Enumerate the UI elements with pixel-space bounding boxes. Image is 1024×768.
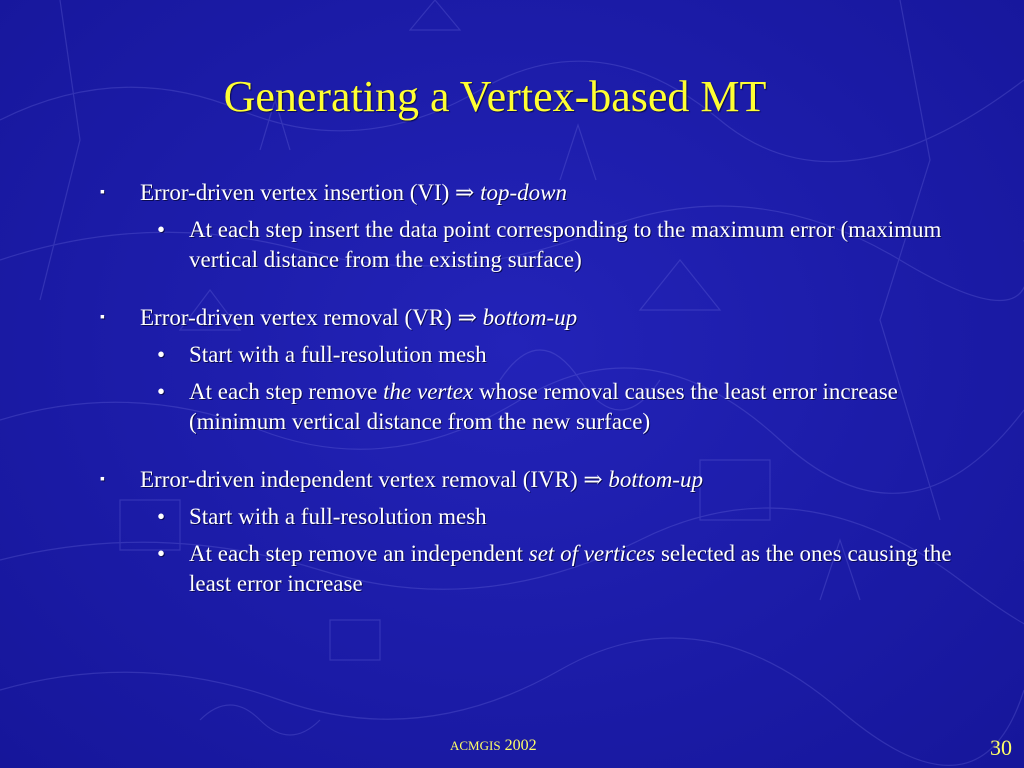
- footer-conference: [450, 734, 537, 758]
- sub-bullet-text: At each step insert the data point corresponding to the maximum error (maximum vertical distance from the existing surface): [189, 217, 942, 272]
- sub-bullet: [100, 539, 960, 599]
- sub-bullet: [100, 377, 960, 437]
- slide-title: Generating a Vertex-based MT: [223, 72, 767, 121]
- implies-arrow-icon: ⇒: [455, 180, 475, 205]
- sub-bullet: [100, 215, 960, 275]
- bullet-group-vi: [100, 178, 960, 275]
- sub-bullet-text: At each step remove: [189, 379, 384, 404]
- sub-bullet-text: Start with a full-resolution mesh: [189, 504, 487, 529]
- bullet-ivr: [100, 465, 960, 495]
- dot-bullet-icon: •: [157, 217, 166, 242]
- bullet-list: [100, 178, 960, 627]
- dot-bullet-icon: •: [157, 379, 166, 404]
- square-bullet-icon: ▪: [100, 472, 105, 487]
- bullet-mode: bottom-up: [482, 305, 578, 330]
- bullet-text: Error-driven vertex insertion (VI): [140, 180, 450, 205]
- square-bullet-icon: ▪: [100, 185, 105, 200]
- bullet-mode: top-down: [480, 180, 567, 205]
- sub-bullet-emphasis: set of vertices: [528, 541, 656, 566]
- bullet-mode: bottom-up: [608, 467, 703, 492]
- page-number: 30: [990, 735, 1012, 760]
- sub-bullet-text: whose removal causes the least error increase (minimum vertical distance from the new surface): [189, 379, 898, 434]
- slide-footer: [0, 734, 1024, 762]
- implies-arrow-icon: ⇒: [583, 467, 603, 492]
- dot-bullet-icon: •: [157, 541, 166, 566]
- implies-arrow-icon: ⇒: [457, 305, 477, 330]
- sub-bullet-text: selected as the ones causing the least error increase: [189, 541, 952, 596]
- sub-bullet-text: Start with a full-resolution mesh: [189, 342, 487, 367]
- conference-year: 2002: [504, 737, 537, 754]
- bullet-vr: [100, 303, 960, 333]
- sub-bullet: [100, 502, 960, 532]
- square-bullet-icon: ▪: [100, 310, 105, 325]
- sub-bullet-text: At each step remove an independent: [189, 541, 529, 566]
- sub-bullet-emphasis: the vertex: [383, 379, 474, 404]
- bullet-group-vr: [100, 303, 960, 437]
- dot-bullet-icon: •: [157, 342, 166, 367]
- conference-name: ACMGIS: [450, 738, 501, 753]
- dot-bullet-icon: •: [157, 504, 166, 529]
- bullet-group-ivr: [100, 465, 960, 599]
- bullet-vi: [100, 178, 960, 208]
- bullet-text: Error-driven vertex removal (VR): [140, 305, 452, 330]
- sub-bullet: [100, 340, 960, 370]
- bullet-text: Error-driven independent vertex removal (IVR): [140, 467, 578, 492]
